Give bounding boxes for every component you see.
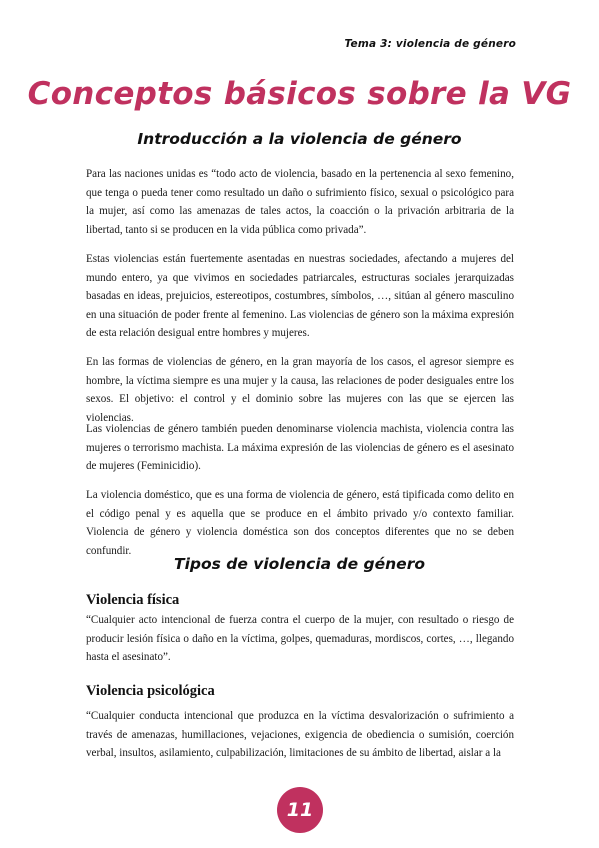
- section-heading-psychological: Violencia psicológica: [86, 683, 215, 699]
- section-text-psychological: “Cualquier conducta intencional que produzca en la víctima desvalorización o sufrimiento a través de amenazas, humillaciones, vejaciones, exigencia de obediencia o sumisión, coerción verbal, insultos, asilamiento, culpabilización, limitaciones de su ámbito de libertad, aislar a la: [86, 710, 514, 759]
- paragraph: Estas violencias están fuertemente asentadas en nuestras sociedades, afectando a mujeres del mundo entero, ya que vivimos en sociedades patriarcales, estructuras sociales jerarquizadas basadas en ideas, prejuicios, estereotipos, costumbres, símbolos, …, sitúan al género masculino en una situación de poder frente al femenino. Las violencias de género son la máxima expresión de esta relación desigual entre hombres y mujeres.: [86, 253, 514, 339]
- paragraph: En las formas de violencias de género, en la gran mayoría de los casos, el agresor siempre es hombre, la víctima siempre es una mujer y la causa, las relaciones de poder desiguales entre los sexos. El objetivo: el control y el dominio sobre las mujeres con las que se ejercen las violencias.: [86, 356, 514, 424]
- section-text-physical: “Cualquier acto intencional de fuerza contra el cuerpo de la mujer, con resultado o riesgo de producir lesión física o daño en la víctima, golpes, quemaduras, mordiscos, cortes, …, llegando hasta el asesinato”.: [86, 614, 514, 663]
- paragraph: Para las naciones unidas es “todo acto de violencia, basado en la pertenencia al sexo femenino, que tenga o pueda tener como resultado un daño o sufrimiento físico, sexual o psicológico para la mujer, así como las amenazas de tales actos, la coacción o la privación arbitraria de la libertad, tanto si se producen en la vida pública como privada”.: [86, 168, 514, 236]
- intro-heading: Introducción a la violencia de género: [137, 130, 462, 148]
- paragraph: Las violencias de género también pueden denominarse violencia machista, violencia contra las mujeres o terrorismo machista. La máxima expresión de las violencias de género es el asesinato de mujeres (Feminicidio).: [86, 423, 514, 472]
- types-heading: Tipos de violencia de género: [174, 555, 425, 573]
- running-header: Tema 3: violencia de género: [344, 38, 516, 50]
- section-heading-physical: Violencia física: [86, 592, 180, 608]
- page-title: Conceptos básicos sobre la VG: [27, 76, 572, 112]
- page-number-badge: 11: [277, 787, 323, 833]
- paragraph: La violencia doméstico, que es una forma de violencia de género, está tipificada como delito en el código penal y es aquella que se produce en el ámbito privado y/o contexto familiar. Violencia de género y violencia doméstica son dos conceptos diferentes que no se deben confundir.: [86, 489, 514, 557]
